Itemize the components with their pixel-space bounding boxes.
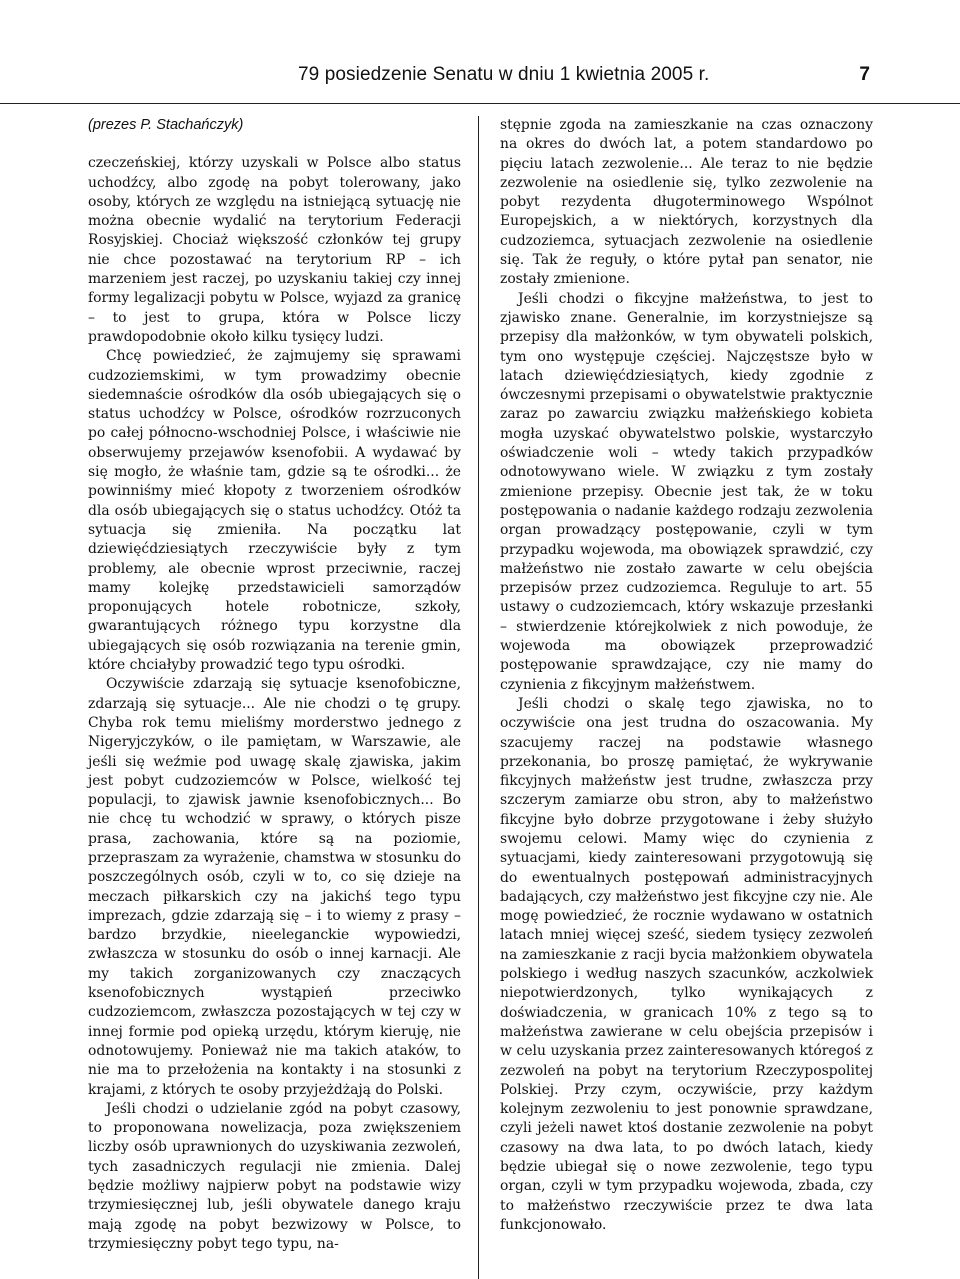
paragraph: Oczywiście zdarzają się sytuacje ksenofobiczne, zdarzają się sytuacje... Ale nie chodzi o tę grupy. Chyba rok temu mieliśmy morderstwo jednego z Nigeryjczyków, o ile pamiętam, w Warszawie, ale jeśli się weźmie pod uwagę skalę zjawiska, jakim jest pobyt cudzoziemców w Polsce, wielkość tej populacji, to zjawisk jawnie ksenofobicznych... Bo nie chcę tu wchodzić w sprawy, o których pisze prasa, zachowania, które są na poziomie, przepraszam za wyrażenie, chamstwa w stosunku do poszczególnych osób, czyli w to, co się dzieje na meczach piłkarskich czy na jakichś tego typu imprezach, gdzie zdarzają się – i to wiemy z prasy – bardzo brzydkie, nieeleganckie wypowiedzi, zwłaszcza w stosunku do osób o innej karnacji. Ale my takich zorganizowanych czy znaczących ksenofobicznych wystąpień przeciwko cudzoziemcom, zwłaszcza pozostających w tej czy w innej formie pod opieką urzędu, którym kieruję, nie odnotowujemy. Ponieważ nie ma takich ataków, to nie ma to przełożenia na kontakty i na stosunki z krajami, z których te osoby przyjeżdżają do Polski. (88, 676, 461, 1098)
paragraph: stępnie zgoda na zamieszkanie na czas oznaczony na okres do dwóch lat, a potem standardowo po pięciu latach zezwolenie... Ale teraz to nie będzie zezwolenie na osiedlenie się, tylko zezwolenie na pobyt rezydenta długoterminowego Wspólnot Europejskich, a w niektórych, korzystnych dla cudzoziemca, sytuacjach zezwolenie na osiedlenie się. Tak że reguły, o które pytał pan senator, nie zostały zmienione. (500, 117, 873, 288)
header-title: 79 posiedzenie Senatu w dniu 1 kwietnia 2005 r. (298, 64, 710, 85)
paragraph: Jeśli chodzi o udzielanie zgód na pobyt czasowy, to proponowana nowelizacja, poza zwiększeniem liczby osób uprawnionych do uzyskiwania zezwoleń, tych zasadniczych regulacji nie zmienia. Dalej będzie możliwy najpierw pobyt na podstawie wizy trzymiesięcznej lub, jeśli obywatele danego kraju mają zgodę na pobyt bezwizowy w Polsce, to trzymiesięczny pobyt tego typu, na- (88, 1100, 461, 1252)
header-rule (0, 103, 960, 104)
paragraph: Jeśli chodzi o skalę tego zjawiska, no to oczywiście ona jest trudna do oszacowania. My szacujemy raczej na podstawie własnego przekonania, bo proszę pamiętać, że wykrywanie fikcyjnych małżeństw jest trudne, zwłaszcza przy szczerym zamiarze obu stron, aby to małżeństwo fikcyjne było dobrze przygotowane i żeby służyło swojemu celowi. Mamy więc do czynienia z sytuacjami, kiedy zainteresowani przygotowują się do ewentualnych postępowań administracyjnych badających, czy małżeństwo jest fikcyjne czy nie. Ale mogę powiedzieć, że rocznie wydawano w ostatnich latach mniej więcej sześć, siedem tysięcy zezwoleń na zamieszkanie z racji bycia małżonkiem obywatela polskiego i według naszych szacunków, aczkolwiek niepotwierdzonych, tylko wynikających z doświadczenia, w granicach 10% z tego są to małżeństwa zawierane w celu obejścia przepisów i w celu uzyskania przez zainteresowanych któregoś z zezwoleń na pobyt na terytorium Rzeczypospolitej Polskiej. Przy czym, oczywiście, przy każdym kolejnym zezwoleniu to jest ponownie sprawdzane, czyli jeżeli nawet ktoś dostanie zezwolenie na pobyt czasowy na dwa lata, to po dwóch latach, kiedy będzie ubiegał się o nowe zezwolenie, tego typu organ, czyli w tym przypadku wojewoda, zbada, czy to małżeństwo rzeczywiście przez te dwa lata funkcjonowało. (500, 695, 873, 1233)
right-column (500, 116, 873, 1235)
speaker-label: (prezes P. Stachańczyk) (88, 117, 244, 133)
left-column (88, 116, 461, 1254)
paragraph: Jeśli chodzi o fikcyjne małżeństwa, to jest to zjawisko znane. Generalnie, im korzystniejsze są przepisy dla małżonków, w tym obywateli polskich, tym ono występuje częściej. Najczęstsze było w latach dziewięćdziesiątych, kiedy zgodnie z ówczesnymi przepisami o obywatelstwie praktycznie zaraz po zawarciu związku małżeńskiego kobieta mogła uzyskać obywatelstwo polskie, wystarczyło oświadczenie woli – wtedy takich przypadków odnotowywano wiele. W związku z tym zostały zmienione przepisy. Obecnie jest tak, że w toku postępowania o nadanie każdego rodzaju zezwolenia organ prowadzący postępowanie, czyli w tym przypadku wojewoda, ma obowiązek sprawdzić, czy małżeństwo nie zostało zawarte w celu obejścia przepisów przez cudzoziemca. Reguluje to art. 55 ustawy o cudzoziemcach, który wskazuje przesłanki – stwierdzenie którejkolwiek z nich powoduje, że wojewoda ma obowiązek przeprowadzić postępowanie sprawdzające, czy nie mamy do czynienia z fikcyjnym małżeństwem. (500, 290, 873, 693)
page-header (0, 62, 960, 92)
page-number: 7 (859, 64, 870, 85)
paragraph: czeczeńskiej, którzy uzyskali w Polsce albo status uchodźcy, albo zgodę na pobyt tolerowany, jako osoby, których ze względu na istniejącą sytuację nie można obecnie wydalić na terytorium Federacji Rosyjskiej. Chociaż większość członków tej grupy nie chce pozostawać na terytorium RP – ich marzeniem jest raczej, po uzyskaniu takiej czy innej formy legalizacji pobytu w Polsce, wyjazd za granicę – to jest to grupa, która w Polsce liczy prawdopodobnie około kilku tysięcy ludzi. (88, 155, 461, 345)
column-divider (478, 116, 479, 1279)
paragraph: Chcę powiedzieć, że zajmujemy się sprawami cudzoziemskimi, w tym prowadzimy obecnie siedemnaście ośrodków dla osób ubiegających się o status uchodźcy w Polsce, ośrodków rozrzuconych po całej północno-wschodniej Polsce, i właściwie nie obserwujemy przejawów ksenofobii. A wydawać by się mogło, że właśnie tam, gdzie są te ośrodki... że powinniśmy mieć kłopoty z tworzeniem ośrodków dla osób ubiegających się o status uchodźcy. Otóż ta sytuacja się zmieniła. Na początku lat dziewięćdziesiątych rzeczywiście były z tym problemy, ale obecnie wprost przeciwnie, raczej mamy kolejkę przedstawicieli samorządów proponujących hotele robotnicze, szkoły, gwarantujących różnego typu korzystne dla ubiegających się osób rozwiązania na terenie gmin, które chciałyby prowadzić tego typu ośrodki. (88, 348, 461, 674)
